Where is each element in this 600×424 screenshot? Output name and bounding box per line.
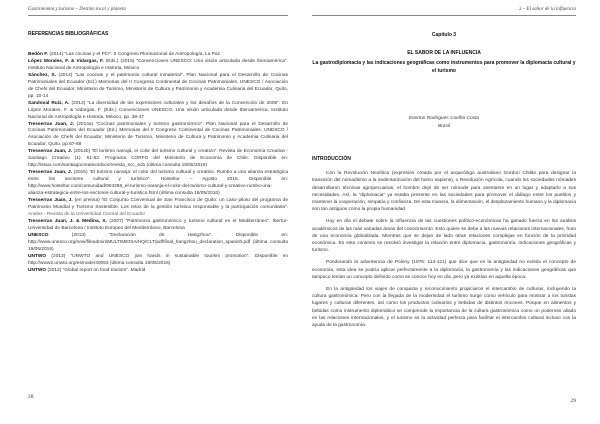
body-paragraph: Hoy en día el debate sobre la influencia de las cuestiones político-económicas ha ganado fuerza en los análisis académicos de las más variadas áreas del conocimiento. Esto quiere se debe a las nuevas relaciones internacionales, fruto de una economía globalizada. Mientras que se dejan de lado otras relaciones complejas en función de la prioridad económica. En este contexto se resolvió investigar la relación entre diplomacia, gastronomía, indicaciones geográficas y turismo. [312,219,576,254]
reference-author: Tresserras Juan, J. [28,170,73,176]
reference-entry [28,149,288,170]
reference-entry [28,122,288,150]
reference-author: Tresserras Juan, J. & Medina, X. [28,218,107,224]
reference-text: (2007) “Patrimonio gastronómico y turismo cultural en el Mediterráneo”. Ibertur-Universidad de Barcelona / Instituto Europeo del Mediterráneo, Barcelona [28,218,288,231]
reference-entry [28,52,288,59]
references-heading: REFERENCIAS BIBLIOGRÁFICAS [28,31,109,37]
reference-author: UNESCO [28,232,49,238]
reference-text: (2014b) “El turismo narrajá, el color del turismo cultural y creativo”. Revista de Economía Creativa - Santiago Creativo (1): 51-52. Programa CORFO del Ministerio de Economía de Chile. Disponible en: http://issuu.com/santiagocreativo/docs/revista_scc_ed1 (última consulta 18/05/2016) [28,149,288,169]
page-number-right: 29 [570,398,576,404]
body-paragraph: Ponderando la advertencia de Polony (1976: 114-121) que dice que en la antigüedad no existía el concepto de economía, esta idea se podría aplicar perfectamente a la diplomacia, la gastronomía y las indicaciones geográficas que tampoco tenían un concepto definido como se conoce hoy en día, pero ya existían en aquella época. [312,260,576,280]
author-name: Everton Rodrigues Coelho Costa [408,116,480,121]
reference-author: López Morales, F. & Vidargas, F. [28,58,104,64]
body-paragraph: En la antigüedad los viajes de conquista y reconocimiento propiciaron el intercambio de culturas, incluyendo la cultura gastronómica. Pero con la llegada de la modernidad el turismo surge como vehículo para mostrar a los turistas lugares y culturas diferentes, así como los productos culinarios y bebidas de distintos rincones. Porque en alimentos y bebidas como instrumento diplomático se comprende la importancia de la cultura gastronómica como un poderoso aliado en las relaciones internacionales, y el turismo es la actividad perfecta para facilitar el intercambio cultural incluso con la ayuda de la gastronomía. [312,286,576,329]
reference-entry [28,59,288,73]
body-text [312,170,576,334]
reference-text: (2014) “Las cocinas y el patrimonio cultural inmaterial”. Plan Nacional para el Desarrollo de Cocinas Patrimoniales del Ecuador (Ed.) Memorias del II Congreso Continental de Cocinas Patrimoniales. UNESCO / Asociación de Chefs del Ecuador, Ministerio de Turismo, Ministerio de Cultura y Patrimonio y Academia Culinaria del Ecuador, Quito, pp. 10-14 [28,72,288,99]
header-rule-left [28,15,288,16]
reference-entry [28,198,288,219]
reference-author: Tresserras Juan, J. [28,149,72,155]
reference-text: (en prensa) “El Conjunto Conventual de San Francisco de Quito: un caso piloto del programa de Patrimonio Mundial y Turismo Sostenible. Los retos de la gestión turística responsable y la participación comunitaria”. [28,198,288,210]
running-header-left: Gastronomía y turismo – Destino local y planeta [28,7,126,12]
reference-author: Tresserras Juan, J. [28,121,75,127]
reference-entry [28,101,288,122]
reference-entry [28,268,288,275]
reference-entry [28,233,288,254]
reference-text: (2012) “Global report on food tourism”. Madrid [46,267,146,273]
reference-text: (Eds.) (2015) “Convenciones UNESCO: Una visión articulada desde Iberoamérica”. Instituto Nacional de Antropología e Historia, México [28,58,288,71]
chapter-title: EL SABOR DE LA INFLUENCIA [407,50,481,56]
intro-heading: INTRODUCCIÓN [312,156,351,162]
reference-text: (2014) “Las cocinas y el PCI”. II Congreso Plurinacional de Antropología, La Paz [48,52,220,57]
reference-source: Anales - Revista de la Universidad Central del Ecuador [28,211,146,217]
page-number-left: 28 [28,394,34,400]
header-rule-right [312,15,576,16]
reference-entry [28,73,288,101]
reference-author: Sánchez, S. [28,72,56,78]
references-list [28,52,288,275]
reference-author: UNTWO [28,253,47,259]
reference-entry [28,254,288,268]
reference-author: Bedón F. [28,52,48,57]
right-page [300,0,600,424]
chapter-label: Capítulo 3 [431,32,457,38]
reference-author: UNTWO [28,267,47,273]
reference-entry [28,170,288,198]
reference-author: Tresserras Juan, J. [28,198,73,204]
reference-author: Sandoval Ruiz, A. [28,100,70,106]
reference-entry [28,219,288,233]
chapter-subtitle: La gastrodiplomacia y las indicaciones geográficas como instrumentos para promover la diplomacia cultural y el turismo [312,60,576,74]
body-paragraph: Con la Revolución Neolítica (expresión creada por el arqueólogo australiano Gordon Childe para designar la transición del nomadismo a la sedentarización del homo sapiens), o Revolución Agrícola, cuando los sociedades nómades desarrollaron técnicas agropecuarias, el hombre dejó de ser nómade para asentarse en un lugar y adaptarlo a sus necesidades. Así, la “diplomacia” ya estaba presente en las sociedades para promover el diálogo entre los pueblos y mantener la cooperación, simpatía y confianza. De esta manera, la alimentación, el desplazamiento humano y la diplomacia son tan antiguos como la propia humanidad. [312,171,576,213]
author-country: Brasil [438,124,450,129]
reference-text: (2013) “La diversidad de las expresiones culturales y los desafíos de la Convención de 2005”. En López Morales, F. & Vidargas, F. (Eds.) Convenciones UNESCO. Una visión articulada desde Iberoamérica. Instituto Nacional de Antropología e Historia, México, pp. 38-47 [28,100,288,120]
reference-text: (2015) “El turismo naranja: el color del turismo cultural y creativo. Rumbo a una alianza estratégica entre los sectores cultural y turístico”. Hosteltur – Agosto 2015. Disponible en: http://www.hosteltur.com/comunidad/004286_el-turismo-naranja-el-color-del-turismo-cultural-y-creativo-rumbo-una-alianza-estrategica-entre-los-sectores-cultural-y-turistico.html (última consulta 19/05/2016) [28,170,288,197]
reference-text: (2013) “Declaración de Hangzhou”. Disponible en: http://www.unesco.org/new/fileadmin/MULTIMEDIA/HQ/CLT/pdf/final_hangzhou_declaration_spanish.pdf (última consulta 19/05/2016) [28,232,288,252]
running-header-right: 3 – El sabor de la influencia [519,7,576,12]
reference-text: (2013) “UNWTO and UNESCO join hands in sustainable tourism promotion”. Disponible en http://www2.unwto.org/es/node/40063 (última consulta 19/05/2016) [28,253,288,266]
reference-text: (2014a) “Cocinas patrimoniales y turismo gastronómico”. Plan Nacional para el Desarrollo de Cocinas Patrimoniales del Ecuador (Ed.) Memorias del II Congreso Continental de Cocinas Patrimoniales. UNESCO / Asociación de Chefs del Ecuador, Ministerio de Turismo, Ministerio de Cultura y Patrimonio y Academia Culinaria del Ecuador, Quito, pp.67-68 [28,121,288,148]
